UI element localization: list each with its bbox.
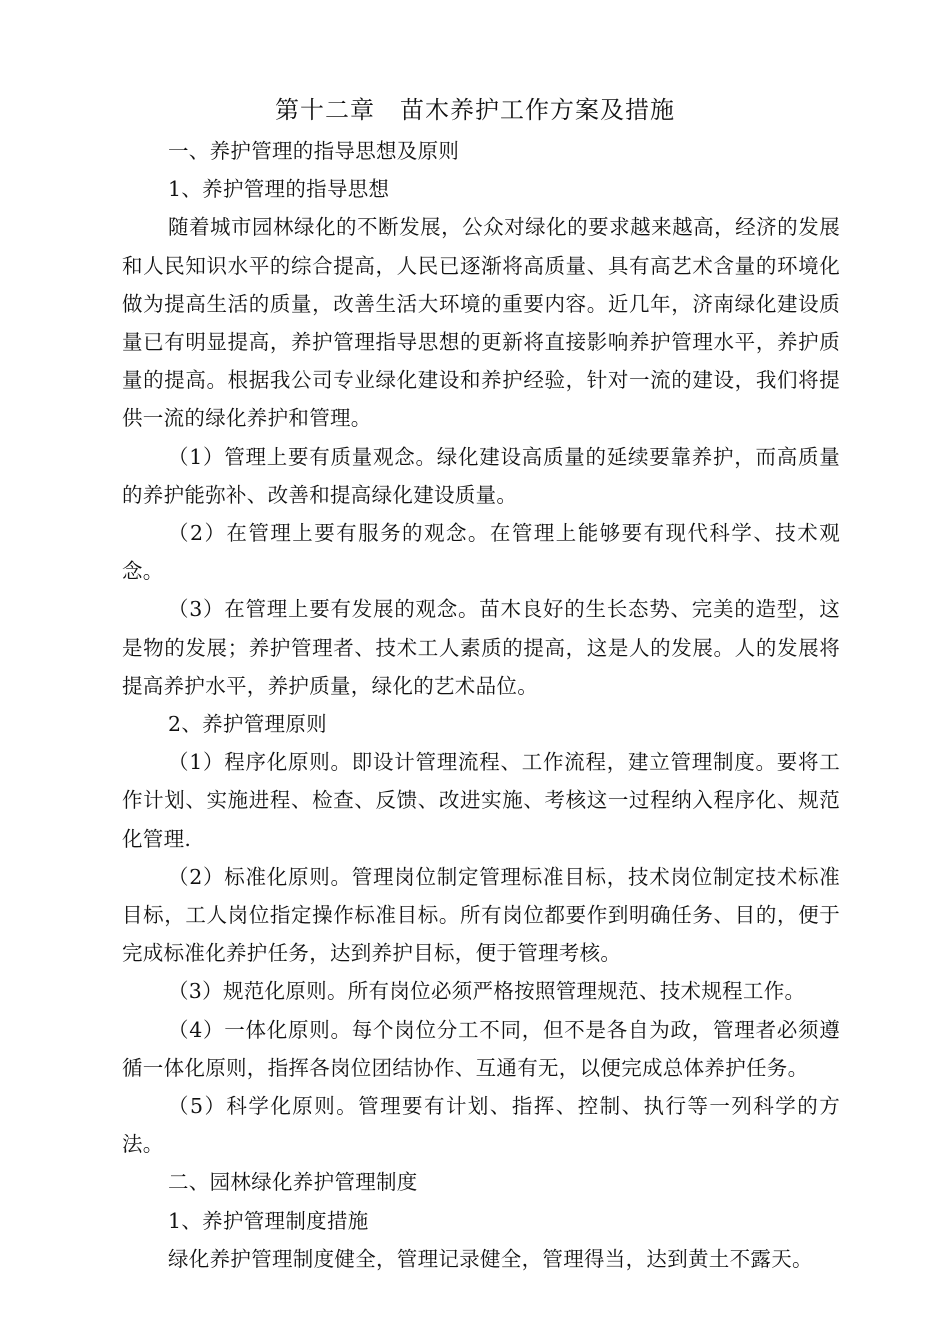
section-heading-1: 一、养护管理的指导思想及原则	[168, 139, 460, 163]
subsection-heading-guiding-ideology: 1、养护管理的指导思想	[168, 177, 390, 202]
paragraph-scientific-principle: （5）科学化原则。管理要有计划、指挥、控制、执行等一列科学的方法。	[122, 1094, 840, 1157]
paragraph-service-concept: （2）在管理上要有服务的观念。在管理上能够要有现代科学、技术观念。	[122, 521, 840, 584]
paragraph-quality-concept: （1）管理上要有质量观念。绿化建设高质量的延续要靠养护，而高质量的养护能弥补、改善和提高绿化建设质量。	[122, 444, 840, 507]
section-heading-2: 二、园林绿化养护管理制度	[168, 1170, 418, 1195]
paragraph-integration-principle: （4）一体化原则。每个岗位分工不同，但不是各自为政，管理者必须遵循一体化原则，指挥各岗位团结协作、互通有无，以便完成总体养护任务。	[122, 1017, 840, 1080]
paragraph-management-system: 绿化养护管理制度健全，管理记录健全，管理得当，达到黄土不露天。	[168, 1246, 813, 1271]
paragraph-development-concept: （3）在管理上要有发展的观念。苗木良好的生长态势、完美的造型，这是物的发展；养护管理者、技术工人素质的提高，这是人的发展。人的发展将提高养护水平，养护质量，绿化的艺术品位。	[122, 597, 840, 698]
paragraph-standardization-principle: （2）标准化原则。管理岗位制定管理标准目标，技术岗位制定技术标准目标，工人岗位指定操作标准目标。所有岗位都要作到明确任务、目的，便于完成标准化养护任务，达到养护目标，便于管理考核。	[122, 864, 840, 966]
document-body	[122, 132, 840, 1278]
subsection-heading-management-measures: 1、养护管理制度措施	[168, 1208, 369, 1233]
paragraph-intro: 随着城市园林绿化的不断发展，公众对绿化的要求越来越高，经济的发展和人民知识水平的综合提高，人民已逐渐将高质量、具有高艺术含量的环境化做为提高生活的质量，改善生活大环境的重要内容。近几年，济南绿化建设质量已有明显提高，养护管理指导思想的更新将直接影响养护管理水平，养护质量的提高。根据我公司专业绿化建设和养护经验，针对一流的建设，我们将提供一流的绿化养护和管理。	[122, 215, 840, 431]
subsection-heading-principles: 2、养护管理原则	[168, 712, 327, 737]
paragraph-normalization-principle: （3）规范化原则。所有岗位必须严格按照管理规范、技术规程工作。	[168, 979, 806, 1004]
paragraph-procedural-principle: （1）程序化原则。即设计管理流程、工作流程，建立管理制度。要将工作计划、实施进程、检查、反馈、改进实施、考核这一过程纳入程序化、规范化管理.	[122, 750, 840, 851]
chapter-title: 第十二章 苗木养护工作方案及措施	[275, 96, 675, 124]
